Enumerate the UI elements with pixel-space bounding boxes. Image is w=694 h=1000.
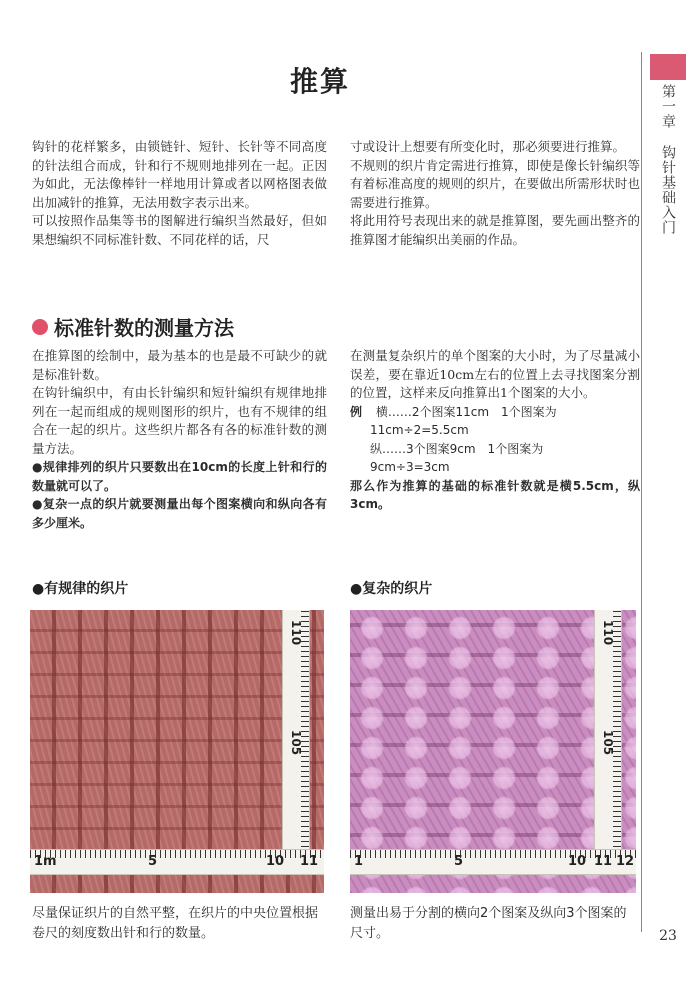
section-right-column — [350, 347, 640, 514]
photo-right-caption: 测量出易于分割的横向2个图案及纵向3个图案的尺寸。 — [350, 906, 627, 941]
intro-right-text: 寸或设计上想要有所变化时，那必须要进行推算。 不规则的织片肯定需进行推算，即使是像长针编织等有着标准高度的规则的织片，在要做出所需形状时也需要进行推算。 将此用符号表现出来的就是推算图，要先画出整齐的推算图才能编织出美丽的作品。 — [350, 139, 640, 247]
ruler-label: 11 — [594, 854, 613, 869]
page-title: 推算 — [289, 65, 350, 98]
section-bullet-1: ●规律排列的织片只要数出在10cm的长度上针和行的数量就可以了。 — [32, 460, 327, 493]
horizontal-tape-measure — [350, 849, 636, 875]
section-right-paragraph: 在测量复杂织片的单个图案的大小时，为了尽量减小误差，要在靠近10cm左右的位置上去寻找图案分割的位置，这样来反向推算出1个图案的大小。 — [350, 348, 640, 400]
section-paragraph-1: 在推算图的绘制中，最为基本的也是最不可缺少的就是标准针数。 — [32, 348, 327, 382]
section-conclusion: 那么作为推算的基础的标准针数就是横5.5cm，纵3cm。 — [350, 478, 640, 511]
example-label: 例 — [350, 404, 363, 419]
ruler-label: 10 — [568, 854, 587, 869]
regular-swatch-photo — [30, 610, 324, 893]
ruler-label: 1m — [34, 854, 57, 869]
ruler-label: 1 — [354, 854, 364, 869]
ruler-label: 11 — [300, 854, 319, 869]
section-heading-text: 标准针数的测量方法 — [54, 316, 234, 340]
example-vertical: 纵……3个图案9cm 1个图案为 — [370, 441, 544, 456]
vertical-tape-measure — [594, 610, 622, 862]
bullet-dot-icon — [32, 319, 48, 335]
ruler-label: 12 — [616, 854, 635, 869]
photo-left-caption: 尽量保证织片的自然平整，在织片的中央位置根据卷尺的刻度数出针和行的数量。 — [32, 906, 319, 941]
example-horizontal-calc: 11cm÷2=5.5cm — [370, 423, 469, 437]
example-horizontal: 横……2个图案11cm 1个图案为 — [375, 404, 557, 419]
section-paragraph-2: 在钩针编织中，有由长针编织和短针编织有规律地排列在一起而组成的规则图形的织片，也有不规律的组合在一起的织片。这些织片都各有各的标准针数的测量方法。 — [32, 385, 327, 456]
example-block — [350, 403, 640, 477]
horizontal-tape-measure — [30, 849, 324, 875]
ruler-label: 110 — [289, 620, 303, 646]
example-vertical-calc: 9cm÷3=3cm — [370, 460, 450, 474]
section-heading — [32, 312, 234, 341]
chapter-number: 第一章 — [660, 84, 676, 129]
vertical-tape-measure — [282, 610, 310, 862]
ruler-label: 5 — [454, 854, 464, 869]
intro-right-column — [350, 138, 640, 249]
complex-swatch-photo — [350, 610, 636, 893]
chapter-tab — [650, 84, 686, 235]
ruler-label: 105 — [289, 730, 303, 756]
section-left-column — [32, 347, 327, 532]
intro-left-column — [32, 138, 327, 249]
chapter-name: 钩针基础入门 — [660, 145, 676, 235]
photo-right-heading: ●复杂的织片 — [350, 581, 433, 597]
ruler-label: 5 — [148, 854, 158, 869]
ruler-label: 10 — [266, 854, 285, 869]
intro-left-text: 钩针的花样繁多，由锁链针、短针、长针等不同高度的针法组合而成，针和行不规则地排列在一起。正因为如此，无法像棒针一样地用计算或者以网格图表做出加减针的推算，无法用数字表示出来。 可以按照作品集等书的图解进行编织当然最好，但如果想编织不同标准针数、不同花样的话，尺 — [32, 139, 327, 247]
photo-left-heading: ●有规律的织片 — [32, 581, 129, 597]
chapter-divider-line — [641, 52, 642, 932]
ruler-label: 105 — [601, 730, 615, 756]
page-number: 23 — [659, 928, 677, 944]
ruler-label: 110 — [601, 620, 615, 646]
section-bullet-2: ●复杂一点的织片就要测量出每个图案横向和纵向各有多少厘米。 — [32, 497, 327, 530]
chapter-color-tab — [650, 54, 686, 80]
